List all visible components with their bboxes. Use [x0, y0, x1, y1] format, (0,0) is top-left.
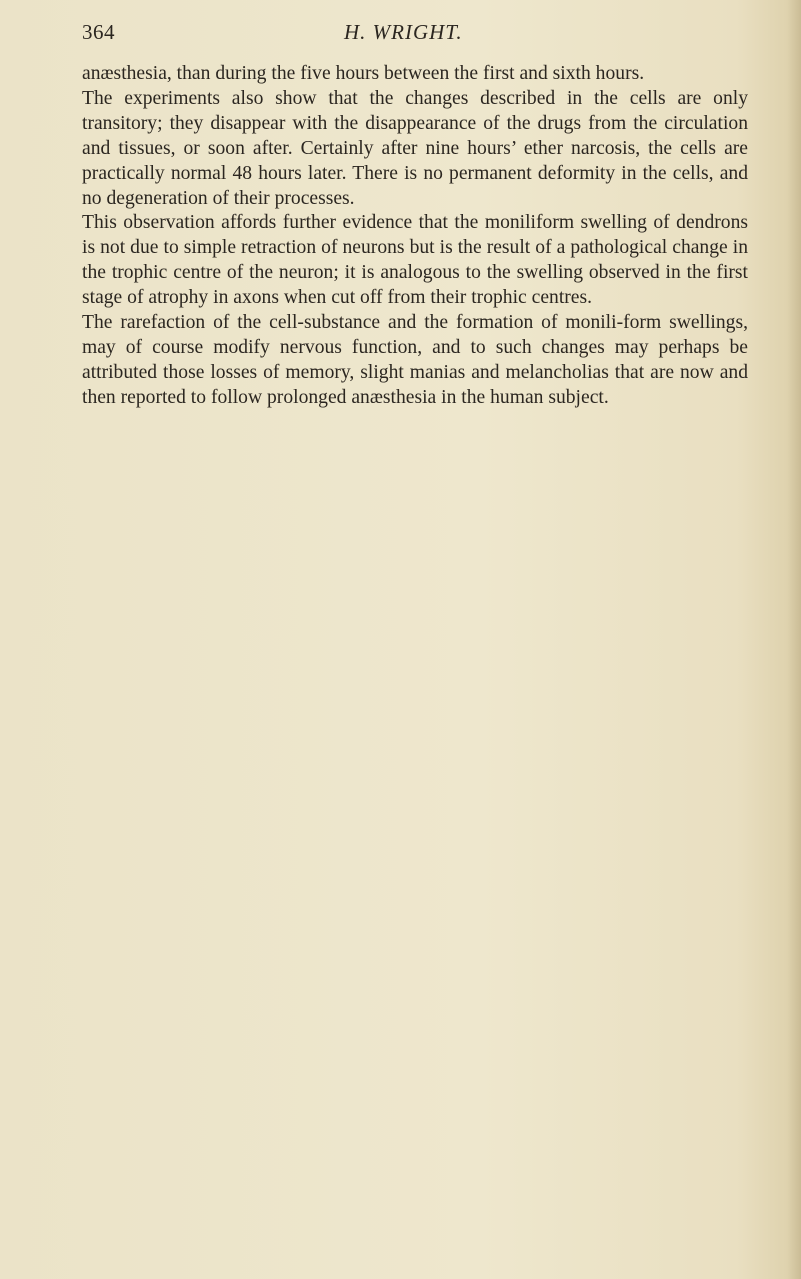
running-head: H. WRIGHT.: [344, 20, 463, 44]
body-text: [82, 62, 748, 411]
page-number: 364: [82, 20, 115, 44]
page-header: [82, 20, 742, 56]
paragraph-3: This observation affords further evidence that the moniliform swelling of dendrons is not due to simple retraction of neurons but is the result of a pathological change in the trophic centre of the neuron; it is analogous to the swelling observed in the first stage of atrophy in axons when cut off from their trophic centres.: [82, 212, 748, 309]
paragraph-2: The experiments also show that the changes described in the cells are only transitory; they disappear with the disappearance of the drugs from the circulation and tissues, or soon after. Certainly after nine hours’ ether narcosis, the cells are practically normal 48 hours later. There is no permanent deformity in the cells, and no degeneration of their processes.: [82, 87, 748, 209]
page-edge-shadow: [787, 0, 801, 1279]
paragraph-1: anæsthesia, than during the five hours between the first and sixth hours.: [82, 63, 645, 84]
paragraph-4: The rarefaction of the cell-substance and the formation of monili-form swellings, may of course modify nervous function, and to such changes may perhaps be attributed those losses of memory, slight manias and melancholias that are now and then reported to follow prolonged anæsthesia in the human subject.: [82, 312, 748, 408]
